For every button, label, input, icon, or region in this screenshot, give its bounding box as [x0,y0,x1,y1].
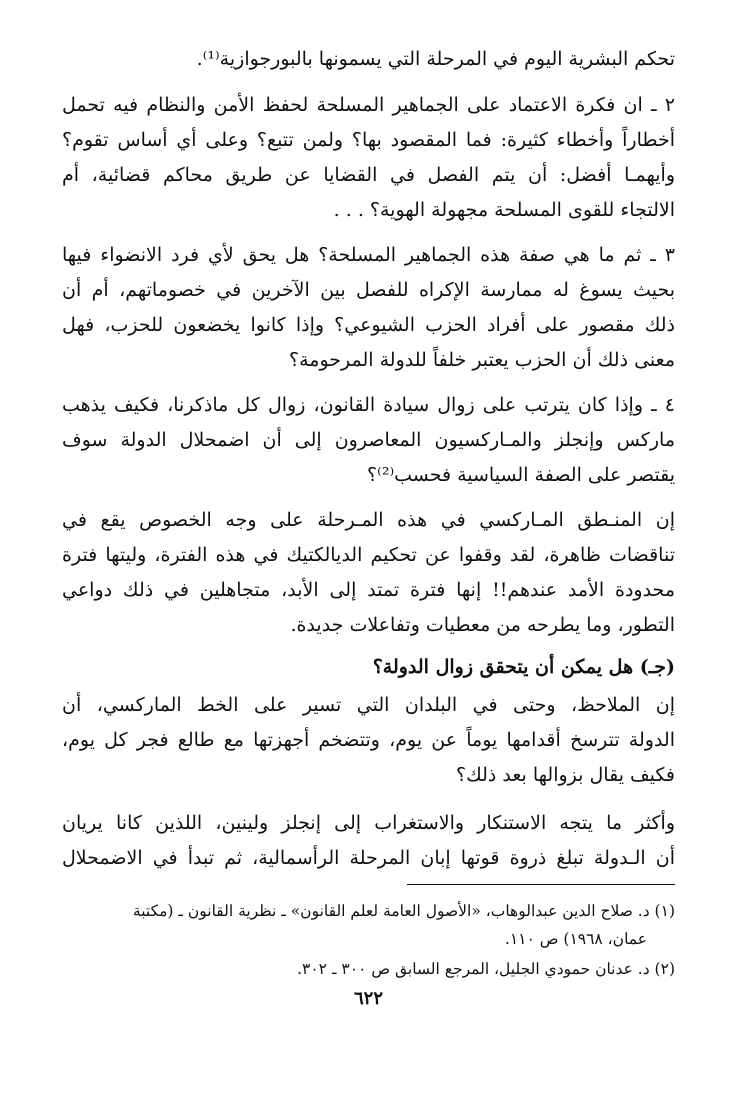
paragraph-line-2: تناقضات ظاهرة، لقد وقفوا عن تحكيم الديالكتيك في هذه الفترة، وليتها فترة [62,544,675,566]
item-3-line-1: ٣ ـ ثم ما هي صفة هذه الجماهير المسلحة؟ هل يحق لأي فرد الانضواء فيها [62,244,675,266]
footnote-separator [407,884,675,885]
paragraph-line-1: إن المنـطق المـاركسي في هذه المـرحلة على وجه الخصوص يقع في [62,509,675,531]
paragraph-line-4: التطور، وما يطرحه من معطيات وتفاعلات جديدة. [290,614,675,636]
item-3-line-3: ذلك مقصور على أفراد الحزب الشيوعي؟ وإذا كانوا يخضعون للحزب، فهل [62,314,675,336]
item-2-line-3: وأيهمـا أفضل: أن يتم الفصل في القضايا عن طريق محاكم قضائية، أم [62,164,675,186]
footnote-2: (٢) د. عدنان حمودي الجليل، المرجع السابق ص ٣٠٠ ـ ٣٠٢. [297,960,675,978]
item-4-line-3: يقتصر على الصفة السياسية فحسب⁽²⁾؟ [367,464,675,486]
page-number: ٦٢٢ [353,988,383,1009]
section-line-3: فكيف يقال بزوالها بعد ذلك؟ [456,764,675,786]
item-2-line-4: الالتجاء للقوى المسلحة مجهولة الهوية؟ . . . [333,199,675,221]
item-2-line-2: أخطاراً وأخطاء كثيرة: فما المقصود بها؟ ولمن تتبع؟ وعلى أي أساس تقوم؟ [62,129,675,151]
paragraph-line-3: محدودة الأمد عندهم!! إنها فترة تمتد إلى الأبد، متجاهلين في ذلك دواعي [62,579,675,601]
footnote-1-line-1: (١) د. صلاح الدين عبدالوهاب، «الأصول العامة لعلم القانون» ـ نظرية القانون ـ (مكتبة [132,902,675,920]
item-4-line-1: ٤ ـ وإذا كان يترتب على زوال سيادة القانون، زوال كل ماذكرنا، فكيف يذهب [62,394,675,416]
section-line-1: إن الملاحظ، وحتى في البلدان التي تسير على الخط الماركسي، أن [62,694,675,716]
closing-line-1: وأكثر ما يتجه الاستنكار والاستغراب إلى إنجلز ولينين، اللذين كانا يريان [62,812,675,834]
section-line-2: الدولة تترسخ أقدامها يوماً عن يوم، وتتضخم أجهزتها مع طالع فجر كل يوم، [62,729,675,751]
closing-line-2: أن الـدولة تبلغ ذروة قوتها إبان المرحلة الرأسمالية، ثم تبدأ في الاضمحلال [62,847,675,869]
item-3-line-2: بحيث يسوغ له ممارسة الإكراه للفصل بين الآخرين في خصوماتهم، أم أن [62,279,675,301]
footnote-1-line-2: عمان، ١٩٦٨) ص ١١٠. [504,930,647,948]
item-4-line-2: ماركس وإنجلز والمـاركسيون المعاصرون إلى أن اضمحلال الدولة سوف [62,429,675,451]
item-3-line-4: معنى ذلك أن الحزب يعتبر خلفاً للدولة المرحومة؟ [289,349,675,371]
section-heading: (جـ) هل يمكن أن يتحقق زوال الدولة؟ [372,656,675,678]
item-2-line-1: ٢ ـ ان فكرة الاعتماد على الجماهير المسلحة لحفظ الأمن والنظام فيه تحمل [62,94,675,116]
text-line-1: تحكم البشرية اليوم في المرحلة التي يسمونها بالبورجوازية⁽¹⁾. [196,48,675,70]
